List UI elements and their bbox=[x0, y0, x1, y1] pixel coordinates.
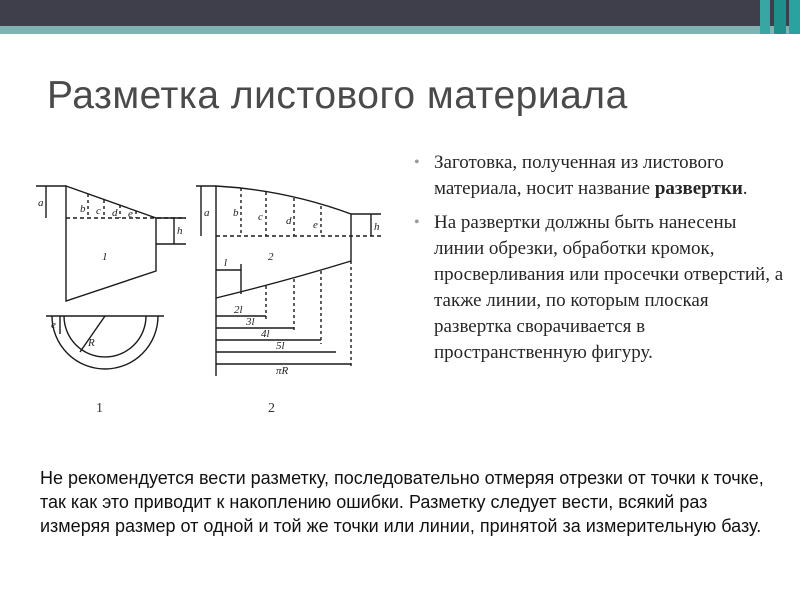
fig1-label-h: h bbox=[177, 225, 183, 237]
fig2-label-piR: πR bbox=[276, 365, 289, 377]
fig2-label-a: a bbox=[204, 207, 210, 219]
fig1-label-r: R bbox=[88, 337, 95, 349]
top-bar bbox=[0, 0, 800, 26]
fig2-label-2l: 2l bbox=[234, 304, 243, 316]
corner-decoration bbox=[760, 0, 770, 34]
fig2-label-l: l bbox=[224, 257, 228, 269]
fig2-label-h: h bbox=[374, 221, 380, 233]
technical-drawing bbox=[36, 176, 386, 461]
fig1-semicircle-outer bbox=[52, 316, 158, 369]
fig2-label-3l: 3l bbox=[246, 316, 255, 328]
fig2-label-4l: 4l bbox=[261, 328, 270, 340]
bullet-item bbox=[412, 150, 784, 202]
bullet-text: Заготовка, полученная из листового материала, носит название bbox=[434, 152, 724, 199]
fig1-label-s: e bbox=[51, 319, 56, 331]
bullet-dot-icon: • bbox=[414, 214, 420, 231]
fig2-outline bbox=[216, 186, 351, 298]
fig1-label-e: e bbox=[128, 208, 133, 220]
fig1-label-b: b bbox=[80, 203, 86, 215]
bullet-item bbox=[412, 210, 784, 366]
bullet-dot-icon: • bbox=[414, 154, 420, 171]
bullet-text-end: . bbox=[742, 178, 748, 199]
slide-title: Разметка листового материала bbox=[47, 74, 628, 117]
fig2-label-c: c bbox=[258, 211, 263, 223]
fig2-region-label: 2 bbox=[268, 251, 274, 263]
fig1-label-d: d bbox=[112, 207, 118, 219]
corner-decoration bbox=[789, 0, 800, 34]
bullet-bold-term: развертки bbox=[654, 178, 743, 199]
fig1-label-a: a bbox=[38, 197, 44, 209]
bullet-list bbox=[412, 150, 784, 374]
fig1-region-label: 1 bbox=[102, 251, 108, 263]
note-paragraph: Не рекомендуется вести разметку, последовательно отмеряя отрезки от точки к точке, так как это приводит к накоплению ошибки. Разметку следует вести, всякий раз измеряя размер от одной и той же точки или линии, принятой за измерительную базу. bbox=[40, 468, 764, 536]
fig1-label-c: c bbox=[96, 205, 101, 217]
corner-decoration bbox=[774, 0, 786, 34]
fig2-label-d: d bbox=[286, 215, 292, 227]
fig2-label-e: e bbox=[313, 219, 318, 231]
figure-caption-1: 1 bbox=[96, 401, 103, 416]
figure-caption-2: 2 bbox=[268, 401, 275, 416]
fig1-semicircle-inner bbox=[64, 316, 146, 357]
fig2-label-b: b bbox=[233, 207, 239, 219]
bullet-text: На развертки должны быть нанесены линии обрезки, обработки кромок, просверливания или просечки отверстий, а также линии, по которым плоская развертка сворачивается в пространственную фигуру. bbox=[434, 212, 784, 363]
accent-stripe bbox=[0, 26, 800, 34]
drawing-svg bbox=[36, 176, 386, 456]
fig2-label-5l: 5l bbox=[276, 340, 285, 352]
